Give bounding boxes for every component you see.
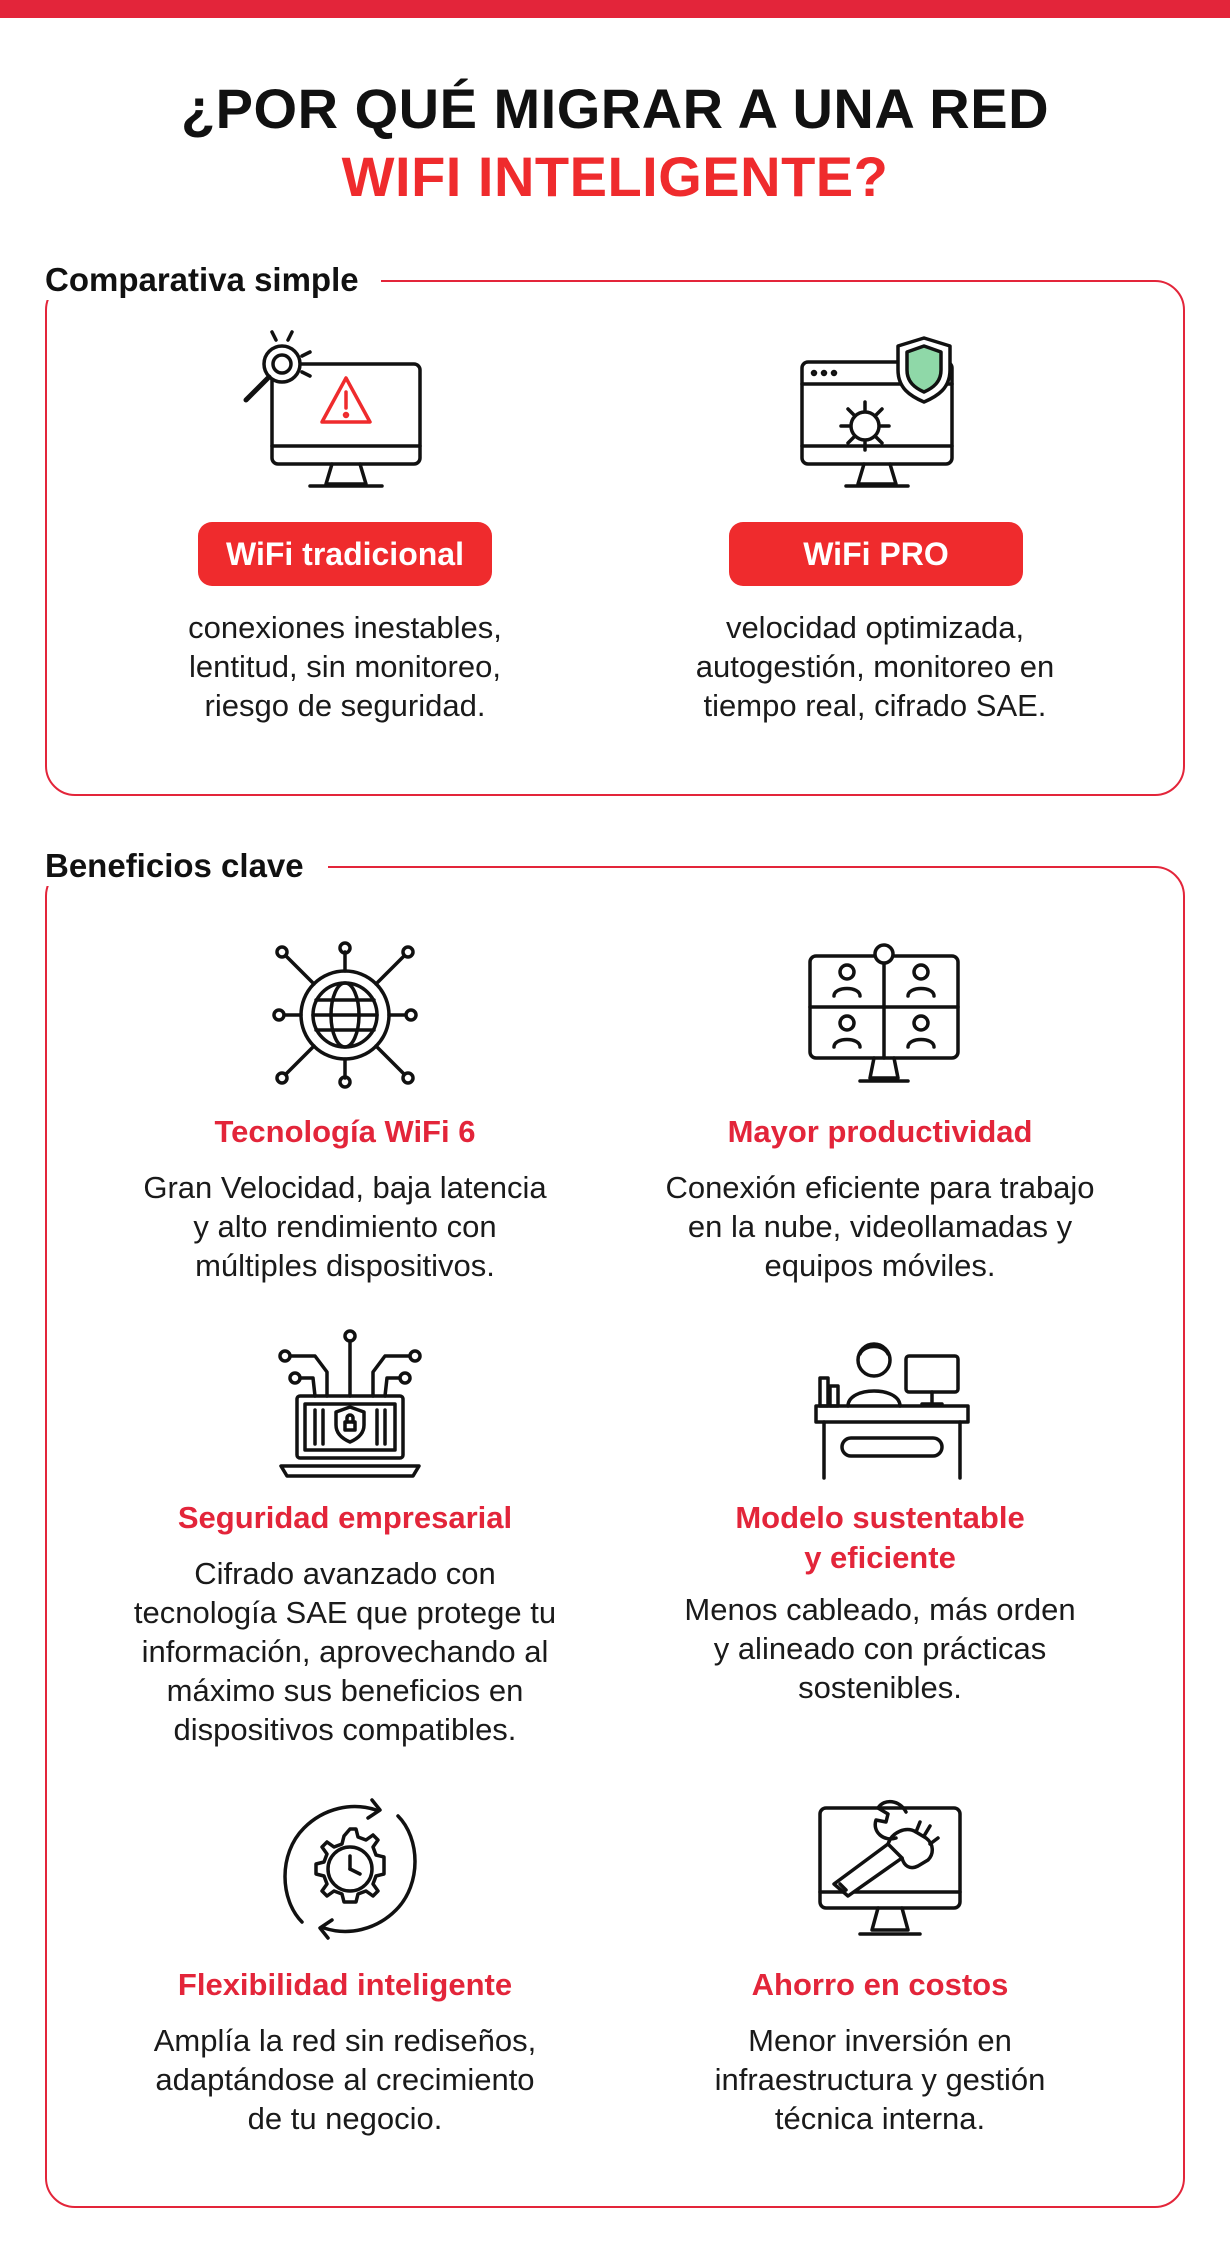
desc-line: información, aprovechando al (141, 1634, 549, 1669)
benefit-desc-ahorro (630, 2021, 1130, 2138)
video-conference-monitor-icon (804, 938, 964, 1094)
benefit-desc-seguridad (95, 1554, 595, 1749)
desc-line: tiempo real, cifrado SAE. (703, 688, 1047, 723)
desc-line: Conexión eficiente para trabajo (665, 1170, 1095, 1205)
benefit-title-wifi6 (95, 1112, 595, 1152)
desc-line: sostenibles. (798, 1670, 962, 1705)
benefit-title-line: y eficiente (804, 1540, 956, 1575)
desc-line: lentitud, sin monitoreo, (189, 649, 501, 684)
desc-line: conexiones inestables, (188, 610, 502, 645)
benefit-title-line: Modelo sustentable (735, 1500, 1025, 1535)
desc-line: autogestión, monitoreo en (695, 649, 1055, 684)
desc-line: técnica interna. (774, 2101, 986, 2136)
desc-line: adaptándose al crecimiento (155, 2062, 535, 2097)
desc-line: máximo sus beneficios en (166, 1673, 524, 1708)
tag-wifi-tradicional: WiFi tradicional (198, 522, 492, 586)
desc-line: y alto rendimiento con (193, 1209, 497, 1244)
desc-line: múltiples dispositivos. (195, 1248, 495, 1283)
benefit-title-line: Ahorro en costos (751, 1967, 1009, 2002)
benefit-desc-productividad (630, 1168, 1130, 1285)
benefit-title-line: Seguridad empresarial (177, 1500, 513, 1535)
desc-line: Menor inversión en (748, 2023, 1012, 2058)
comparison-section-label: Comparativa simple (45, 260, 381, 300)
benefit-title-seguridad (95, 1498, 595, 1538)
comparison-desc-pro (640, 608, 1110, 725)
monitor-warning-bug-icon (236, 326, 436, 496)
benefit-title-line: Tecnología WiFi 6 (214, 1114, 476, 1149)
tag-wifi-pro: WiFi PRO (729, 522, 1023, 586)
monitor-wrench-hand-icon (810, 1792, 970, 1948)
benefit-desc-wifi6 (95, 1168, 595, 1285)
desc-line: infraestructura y gestión (714, 2062, 1046, 2097)
page-title-line1: ¿POR QUÉ MIGRAR A UNA RED (180, 77, 1050, 140)
desc-line: Menos cableado, más orden (684, 1592, 1076, 1627)
benefit-title-sustentable (630, 1498, 1130, 1578)
page-title-line2: WIFI INTELIGENTE? (341, 145, 889, 208)
desc-line: riesgo de seguridad. (204, 688, 486, 723)
benefit-title-productividad (630, 1112, 1130, 1152)
desc-line: equipos móviles. (764, 1248, 996, 1283)
desc-line: velocidad optimizada, (725, 610, 1025, 645)
desc-line: Cifrado avanzado con (194, 1556, 496, 1591)
benefit-title-flexibilidad (95, 1965, 595, 2005)
desc-line: dispositivos compatibles. (173, 1712, 517, 1747)
desc-line: Gran Velocidad, baja latencia (143, 1170, 547, 1205)
desc-line: Amplía la red sin rediseños, (153, 2023, 537, 2058)
gear-clock-cycle-icon (272, 1792, 428, 1946)
desc-line: en la nube, videollamadas y (687, 1209, 1073, 1244)
benefit-title-ahorro (630, 1965, 1130, 2005)
monitor-shield-gear-icon (790, 334, 960, 494)
desc-line: tecnología SAE que protege tu (133, 1595, 557, 1630)
laptop-shield-circuit-icon (275, 1326, 425, 1478)
benefit-desc-sustentable (630, 1590, 1130, 1707)
desc-line: y alineado con prácticas (713, 1631, 1047, 1666)
benefit-title-line: Flexibilidad inteligente (177, 1967, 513, 2002)
person-at-desk-icon (812, 1338, 972, 1482)
benefits-section-label: Beneficios clave (45, 846, 328, 886)
top-accent-bar (0, 0, 1230, 18)
comparison-desc-traditional (115, 608, 575, 725)
globe-network-icon (270, 940, 420, 1090)
desc-line: de tu negocio. (247, 2101, 443, 2136)
benefit-desc-flexibilidad (95, 2021, 595, 2138)
benefit-title-line: Mayor productividad (727, 1114, 1033, 1149)
